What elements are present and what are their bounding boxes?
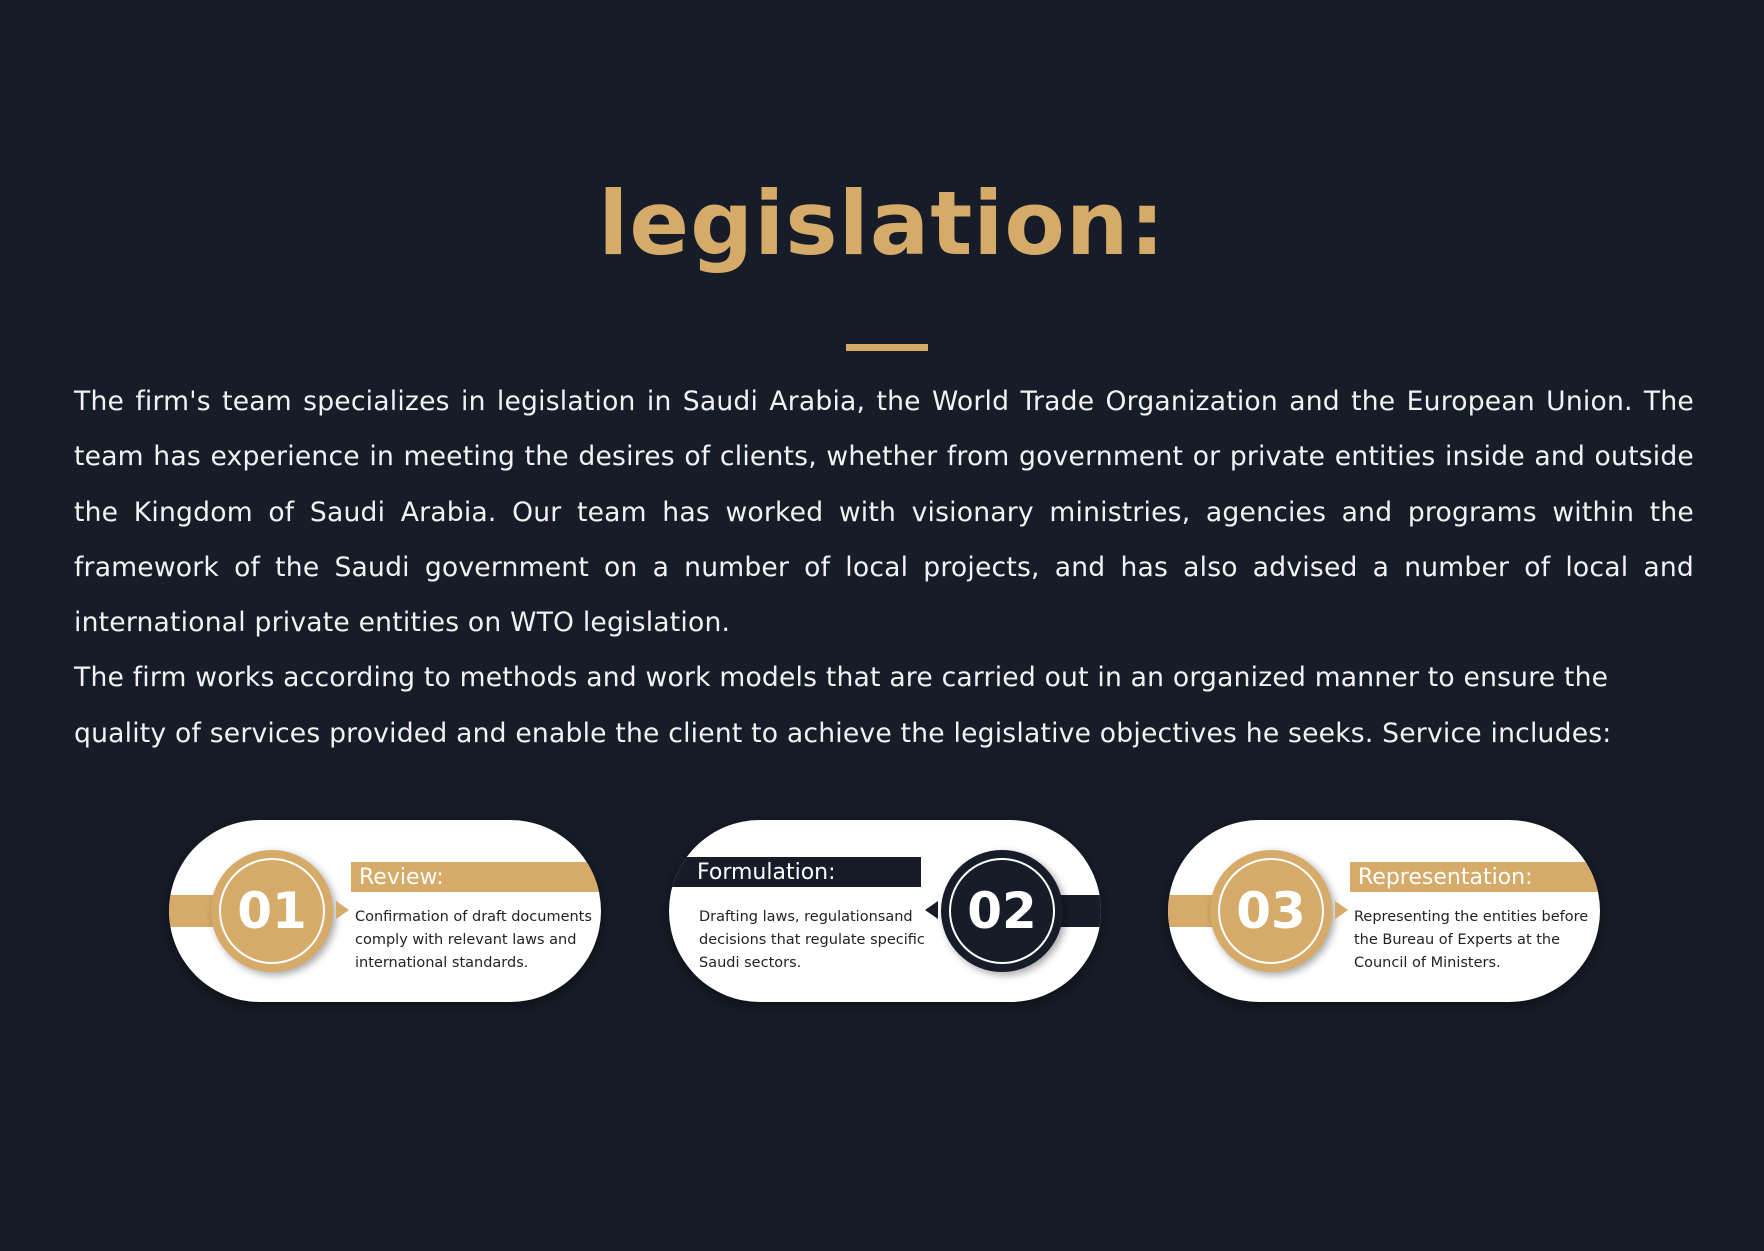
service-description: Drafting laws, regulationsand decisions that regulate specific Saudi sectors. xyxy=(699,909,925,971)
badge-number: 03 xyxy=(1236,882,1306,940)
intro-text xyxy=(74,374,1694,761)
number-badge xyxy=(1210,850,1332,972)
page-title: legislation: xyxy=(598,171,1166,275)
pointer-arrow-icon xyxy=(1335,901,1348,919)
intro-paragraph-2: The firm works according to methods and work models that are carried out in an organized manner to ensure the quality of services provided and enable the client to achieve the legislative objectives he seeks. Service includes: xyxy=(74,662,1612,749)
service-description: Confirmation of draft documents comply with relevant laws and international standards. xyxy=(355,909,592,971)
badge-number: 01 xyxy=(237,882,307,940)
title-divider xyxy=(846,344,928,351)
intro-paragraph-1: The firm's team specializes in legislation in Saudi Arabia, the World Trade Organization and the European Union. The team has experience in meeting the desires of clients, whether from government or private entities inside and outside the Kingdom of Saudi Arabia. Our team has worked with visionary ministries, agencies and programs within the framework of the Saudi government on a number of local projects, and has also advised a number of local and international private entities on WTO legislation. xyxy=(74,386,1694,639)
service-card-review xyxy=(169,820,601,1002)
pointer-arrow-icon xyxy=(336,901,349,919)
service-description: Representing the entities before the Bureau of Experts at the Council of Ministers. xyxy=(1354,909,1589,971)
service-card-formulation xyxy=(669,820,1101,1002)
service-title: Representation: xyxy=(1350,862,1600,892)
pointer-arrow-icon xyxy=(925,901,938,919)
number-badge xyxy=(941,850,1063,972)
service-title: Review: xyxy=(351,862,601,892)
service-card-representation xyxy=(1168,820,1600,1002)
service-title: Formulation: xyxy=(669,857,921,887)
badge-number: 02 xyxy=(967,882,1037,940)
number-badge xyxy=(211,850,333,972)
